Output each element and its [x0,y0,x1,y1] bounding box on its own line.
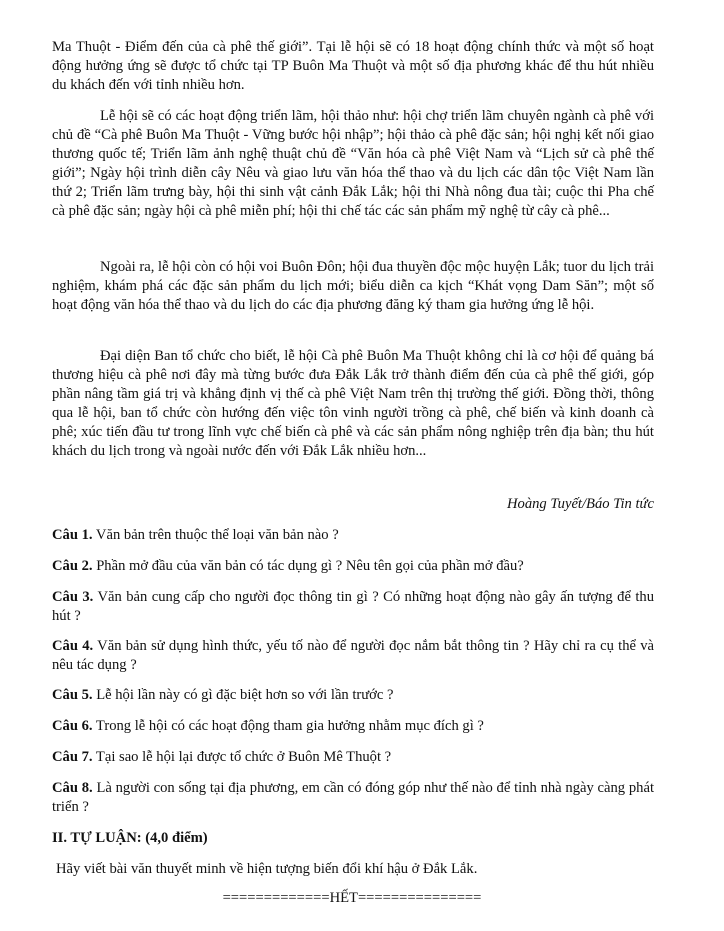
paragraph-intro: Ma Thuột - Điểm đến của cà phê thế giới”. Tại lễ hội sẽ có 18 hoạt động chính thức và một số hoạt động hưởng ứng sẽ được tổ chức tại TP Buôn Ma Thuột và một số địa phương khác để thu hút nhiều du khách đến với tỉnh nhiều hơn. [52,39,654,93]
question-label: Câu 7. [52,749,93,765]
essay-task: Hãy viết bài văn thuyết minh về hiện tượng biến đổi khí hậu ở Đắk Lắk. [56,861,478,877]
paragraph-activities: Lễ hội sẽ có các hoạt động triển lãm, hội thảo như: hội chợ triển lãm chuyên ngành cà phê với chủ đề “Cà phê Buôn Ma Thuột - Vững bước hội nhập”; hội thảo cà phê đặc sản; hội nghị kết nối giao thương quốc tế; Triển lãm ảnh nghệ thuật chủ đề “Văn hóa cà phê Việt Nam và “Lịch sử cà phê thế giới”; Ngày hội trình diễn cây Nêu và giao lưu văn hóa thể thao và du lịch các dân tộc Việt Nam lần thứ 2; Triển lãm trưng bày, hội thi sinh vật cảnh Đắk Lắk; hội thi Nhà nông đua tài; cuộc thi Pha chế cà phê đặc sản; ngày hội cà phê miễn phí; hội thi chế tác các sản phẩm mỹ nghệ từ cây cà phê... [52,108,654,219]
question-text: Là người con sống tại địa phương, em cần có đóng góp như thế nào để tỉnh nhà ngày càng phát triển ? [52,780,654,815]
section-title: II. TỰ LUẬN: (4,0 điểm) [52,830,208,846]
question-6 [52,717,654,736]
question-label: Câu 1. [52,527,93,543]
question-5 [52,686,654,705]
question-1 [52,526,654,545]
question-label: Câu 6. [52,718,93,734]
question-text: Lễ hội lần này có gì đặc biệt hơn so với lần trước ? [92,687,394,703]
paragraph-organizer: Đại diện Ban tổ chức cho biết, lễ hội Cà phê Buôn Ma Thuột không chỉ là cơ hội để quảng bá thương hiệu cà phê nơi đây mà từng bước đưa Đắk Lắk trở thành điểm đến của cà phê thế giới, góp phần nâng tầm giá trị và khẳng định vị thế cà phê Việt Nam trên thị trường thế giới. Đồng thời, thông qua lễ hội, ban tổ chức còn hướng đến việc tôn vinh người trồng cà phê, chế biến và kinh doanh cà phê; xúc tiến đầu tư trong lĩnh vực chế biến cà phê và các sản phẩm nông nghiệp trên địa bàn; thu hút khách du lịch trong và ngoài nước đến với Đắk Lắk nhiều hơn... [52,348,654,459]
question-7 [52,748,654,767]
question-label: Câu 4. [52,638,94,654]
question-text: Trong lễ hội có các hoạt động tham gia hưởng nhằm mục đích gì ? [92,718,484,734]
question-label: Câu 5. [52,687,93,703]
question-text: Văn bản cung cấp cho người đọc thông tin gì ? Có những hoạt động nào gây ấn tượng để thu hút ? [52,589,654,624]
question-label: Câu 3. [52,589,94,605]
question-label: Câu 8. [52,780,93,796]
question-8 [52,779,654,817]
question-2 [52,557,654,576]
paragraph-extra-events: Ngoài ra, lễ hội còn có hội voi Buôn Đôn; hội đua thuyền độc mộc huyện Lắk; tuor du lịch trải nghiệm, khám phá các đặc sản phẩm du lịch mới; biểu diễn ca kịch “Khát vọng Dam Săn”; một số hoạt động văn hóa thể thao và du lịch do các địa phương đăng ký tham gia hưởng ứng lễ hội. [52,259,654,313]
question-3 [52,588,654,626]
question-text: Văn bản sử dụng hình thức, yếu tố nào để người đọc nắm bắt thông tin ? Hãy chỉ ra cụ thể và nêu tác dụng ? [52,638,655,673]
question-text: Phần mở đầu của văn bản có tác dụng gì ? Nêu tên gọi của phần mở đầu? [92,558,524,574]
question-label: Câu 2. [52,558,93,574]
end-marker: =============HẾT=============== [222,890,482,906]
question-4 [52,637,654,675]
question-text: Văn bản trên thuộc thể loại văn bản nào ? [92,527,339,543]
article-byline: Hoàng Tuyết/Báo Tin tức [506,496,654,512]
question-text: Tại sao lễ hội lại được tổ chức ở Buôn Mê Thuột ? [92,749,392,765]
